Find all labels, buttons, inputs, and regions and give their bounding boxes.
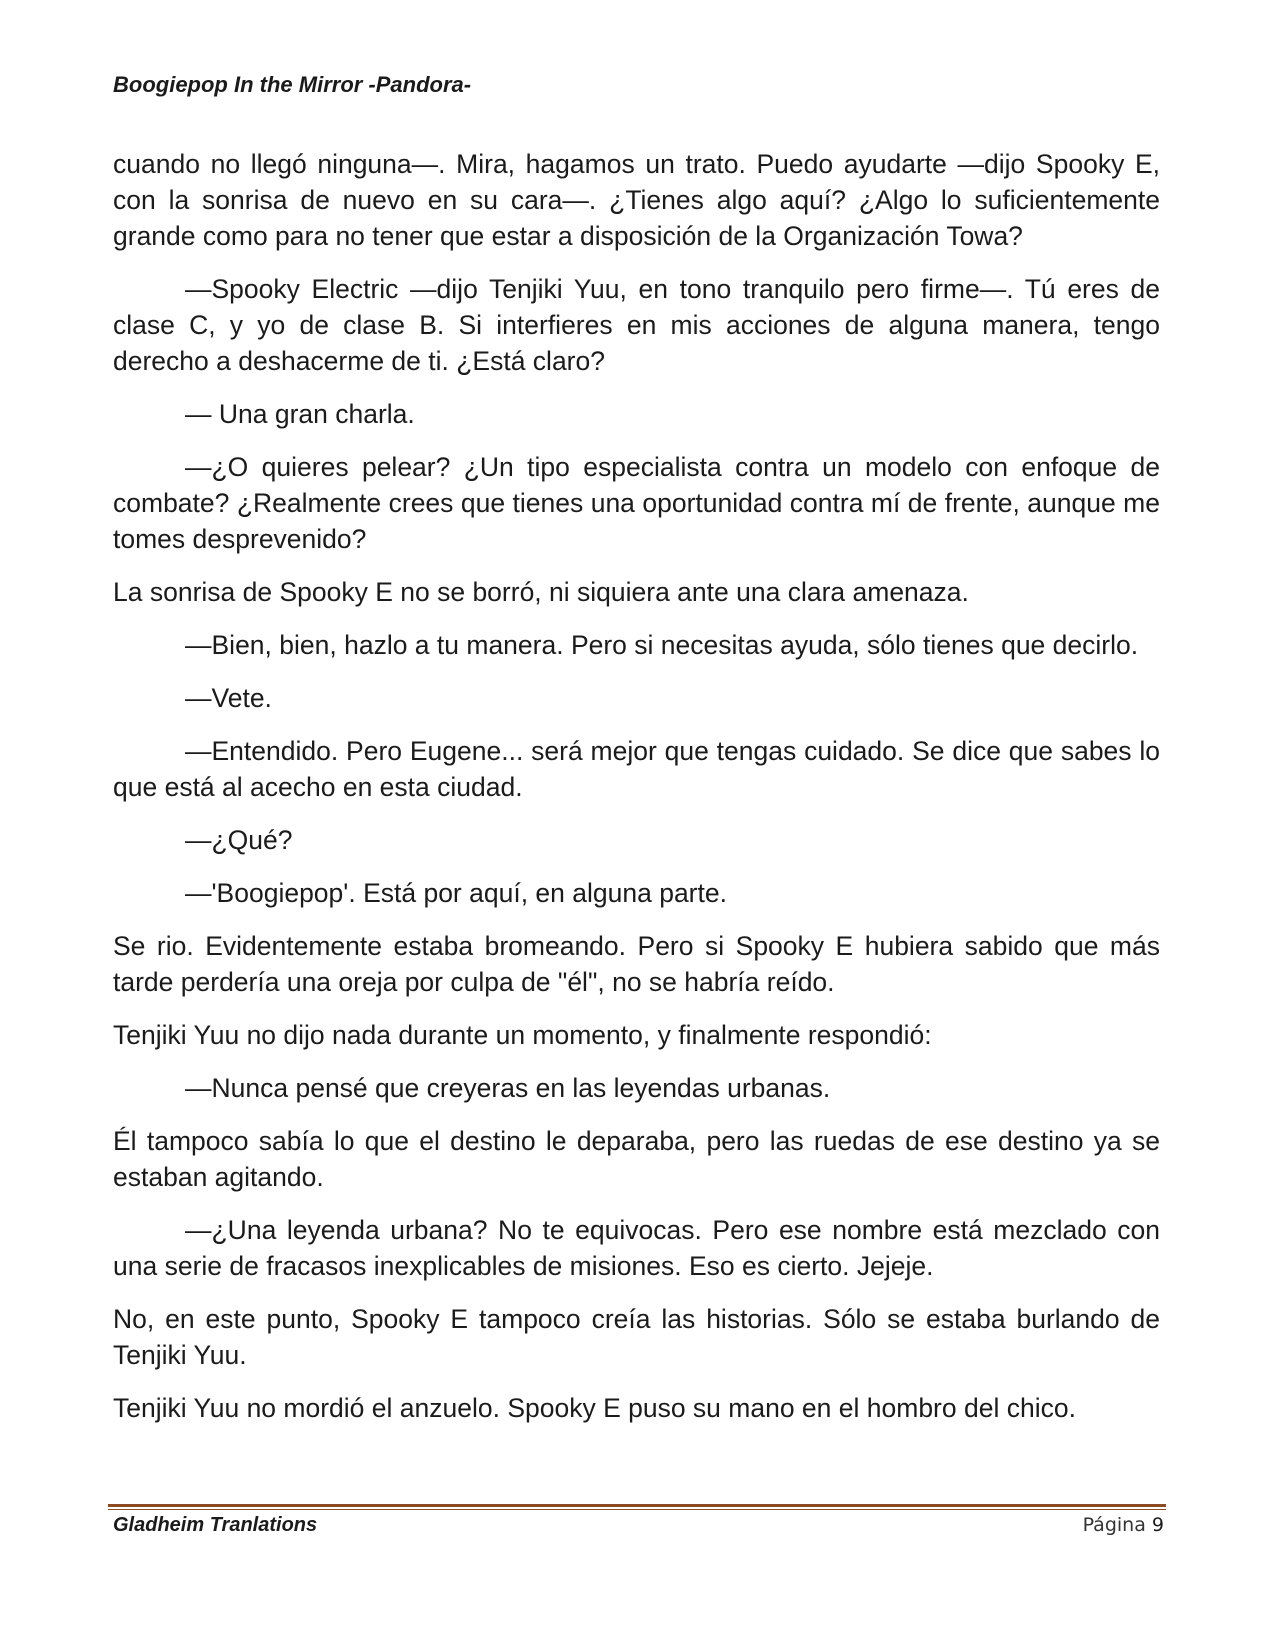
page-label: Página	[1082, 1514, 1146, 1536]
body-text	[113, 146, 1160, 1443]
paragraph: —Bien, bien, hazlo a tu manera. Pero si necesitas ayuda, sólo tienes que decirlo.	[185, 630, 1139, 660]
paragraph: —Vete.	[185, 683, 272, 713]
footer-brand: Gladheim Tranlations	[113, 1514, 318, 1536]
paragraph: —Nunca pensé que creyeras en las leyendas urbanas.	[185, 1073, 831, 1103]
paragraph: —Spooky Electric —dijo Tenjiki Yuu, en tono tranquilo pero firme—. Tú eres de clase C, y yo de clase B. Si interfieres en mis acciones de alguna manera, tengo derecho a deshacerme de ti. ¿Está claro?	[113, 274, 1160, 376]
paragraph: —'Boogiepop'. Está por aquí, en alguna parte.	[185, 878, 727, 908]
paragraph: No, en este punto, Spooky E tampoco creía las historias. Sólo se estaba burlando de Tenjiki Yuu.	[113, 1304, 1160, 1370]
paragraph: —¿O quieres pelear? ¿Un tipo especialista contra un modelo con enfoque de combate? ¿Realmente crees que tienes una oportunidad contra mí de frente, aunque me tomes desprevenido?	[113, 452, 1160, 554]
footer-rule	[108, 1504, 1166, 1510]
paragraph: —¿Una leyenda urbana? No te equivocas. Pero ese nombre está mezclado con una serie de fracasos inexplicables de misiones. Eso es cierto. Jejeje.	[113, 1215, 1160, 1281]
running-header-title: Boogiepop In the Mirror -Pandora-	[113, 72, 472, 97]
paragraph: Tenjiki Yuu no mordió el anzuelo. Spooky E puso su mano en el hombro del chico.	[113, 1393, 1076, 1423]
paragraph: — Una gran charla.	[185, 399, 415, 429]
paragraph: Se rio. Evidentemente estaba bromeando. Pero si Spooky E hubiera sabido que más tarde perdería una oreja por culpa de "él", no se habría reído.	[113, 931, 1160, 997]
page-number	[1083, 1514, 1164, 1536]
page-number-value: 9	[1151, 1514, 1164, 1536]
paragraph: La sonrisa de Spooky E no se borró, ni siquiera ante una clara amenaza.	[113, 577, 969, 607]
paragraph: Él tampoco sabía lo que el destino le deparaba, pero las ruedas de ese destino ya se estaban agitando.	[113, 1126, 1160, 1192]
paragraph: —¿Qué?	[185, 825, 293, 855]
paragraph: cuando no llegó ninguna—. Mira, hagamos un trato. Puedo ayudarte —dijo Spooky E, con la sonrisa de nuevo en su cara—. ¿Tienes algo aquí? ¿Algo lo suficientemente grande como para no tener que estar a disposición de la Organización Towa?	[113, 149, 1160, 251]
paragraph: Tenjiki Yuu no dijo nada durante un momento, y finalmente respondió:	[113, 1020, 932, 1050]
paragraph: —Entendido. Pero Eugene... será mejor que tengas cuidado. Se dice que sabes lo que está al acecho en esta ciudad.	[113, 736, 1160, 802]
